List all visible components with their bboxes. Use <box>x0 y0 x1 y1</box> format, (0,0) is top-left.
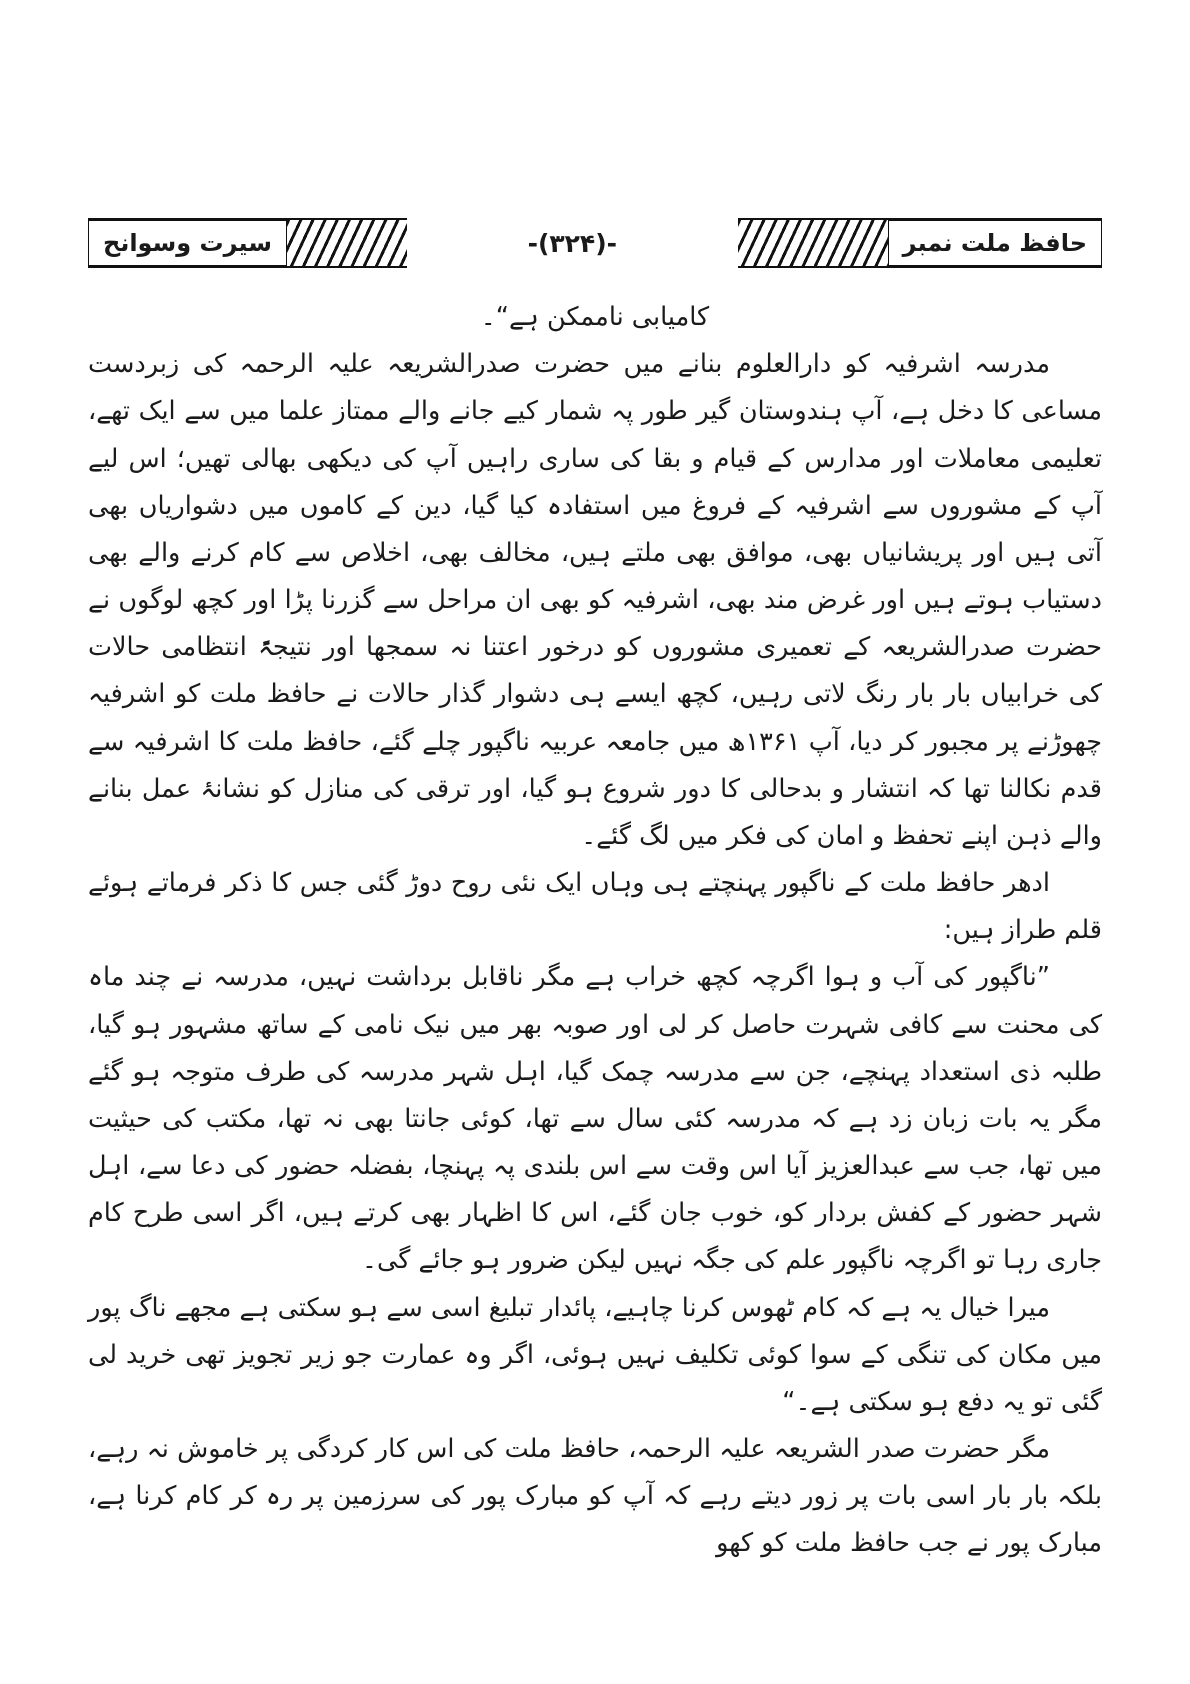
paragraph: مدرسہ اشرفیہ کو دارالعلوم بنانے میں حضرت صدرالشریعہ علیہ الرحمہ کی زبردست مساعی کا دخل ہے، آپ ہندوستان گیر طور پہ شمار کیے جانے والے ممتاز علما میں سے ایک تھے، تعلیمی معاملات اور مدارس کے قیام و بقا کی ساری راہیں آپ کی دیکھی بھالی تھیں؛ اس لیے آپ کے مشوروں سے اشرفیہ کے فروغ میں استفادہ کیا گیا، دین کے کاموں میں دشواریاں بھی آتی ہیں اور پریشانیاں بھی، موافق بھی ملتے ہیں، مخالف بھی، اخلاص سے کام کرنے والے بھی دستیاب ہوتے ہیں اور غرض مند بھی، اشرفیہ کو بھی ان مراحل سے گزرنا پڑا اور کچھ لوگوں نے حضرت صدرالشریعہ کے تعمیری مشوروں کو درخور اعتنا نہ سمجھا اور نتیجۃً انتظامی حالات کی خرابیاں بار بار رنگ لاتی رہیں، کچھ ایسے ہی دشوار گذار حالات نے حافظ ملت کو اشرفیہ چھوڑنے پر مجبور کر دیا، آپ ۱۳۶۱ھ میں جامعہ عربیہ ناگپور چلے گئے، حافظ ملت کا اشرفیہ سے قدم نکالنا تھا کہ انتشار و بدحالی کا دور شروع ہو گیا، اور ترقی کی منازل کو نشانۂ عمل بنانے والے ذہن اپنے تحفظ و امان کی فکر میں لگ گئے۔ <box>88 349 1102 851</box>
header-right-title: حافظ ملت نمبر <box>888 220 1102 266</box>
quote-closing-line: کامیابی ناممکن ہے“۔ <box>480 302 710 332</box>
quoted-paragraph: میرا خیال یہ ہے کہ کام ٹھوس کرنا چاہیے، پائدار تبلیغ اسی سے ہو سکتی ہے مجھے ناگ پور میں مکان کی تنگی کے سوا کوئی تکلیف نہیں ہوئی، اگر وہ عمارت جو زیر تجویز تھی خرید لی گئی تو یہ دفع ہو سکتی ہے۔“ <box>88 1292 1102 1417</box>
header-left-box <box>88 218 407 268</box>
paragraph: مگر حضرت صدر الشریعہ علیہ الرحمہ، حافظ ملت کی اس کار کردگی پر خاموش نہ رہے، بلکہ بار بار اسی بات پر زور دیتے رہے کہ آپ کو مبارک پور کی سرزمین پر رہ کر کام کرنا ہے، مبارک پور نے جب حافظ ملت کو کھو <box>88 1434 1102 1559</box>
page-number: -(۳۲۴)- <box>527 228 617 258</box>
header-left-title: سیرت وسوانح <box>88 220 287 266</box>
hatch-ornament-right <box>738 220 888 266</box>
header-right-box <box>738 218 1102 268</box>
body-text <box>88 294 1102 1568</box>
hatch-ornament-left <box>287 220 407 266</box>
paragraph: ادھر حافظ ملت کے ناگپور پہنچتے ہی وہاں ایک نئی روح دوڑ گئی جس کا ذکر فرماتے ہوئے قلم طراز ہیں: <box>88 868 1102 946</box>
quoted-paragraph: ”ناگپور کی آب و ہوا اگرچہ کچھ خراب ہے مگر ناقابل برداشت نہیں، مدرسہ نے چند ماہ کی محنت سے کافی شہرت حاصل کر لی اور صوبہ بھر میں نیک نامی کے ساتھ مشہور ہو گیا، طلبہ ذی استعداد پہنچے، جن سے مدرسہ چمک گیا، اہل شہر مدرسہ کی طرف متوجہ ہو گئے مگر یہ بات زبان زد ہے کہ مدرسہ کئی سال سے تھا، کوئی جانتا بھی نہ تھا، مکتب کی حیثیت میں تھا، جب سے عبدالعزیز آیا اس وقت سے اس بلندی پہ پہنچا، بفضلہ حضور کی دعا سے، اہل شہر حضور کے کفش بردار کو، خوب جان گئے، اس کا اظہار بھی کرتے ہیں، اگر اسی طرح کام جاری رہا تو اگرچہ ناگپور علم کی جگہ نہیں لیکن ضرور ہو جائے گی۔ <box>88 962 1102 1276</box>
page-header <box>88 218 1102 268</box>
